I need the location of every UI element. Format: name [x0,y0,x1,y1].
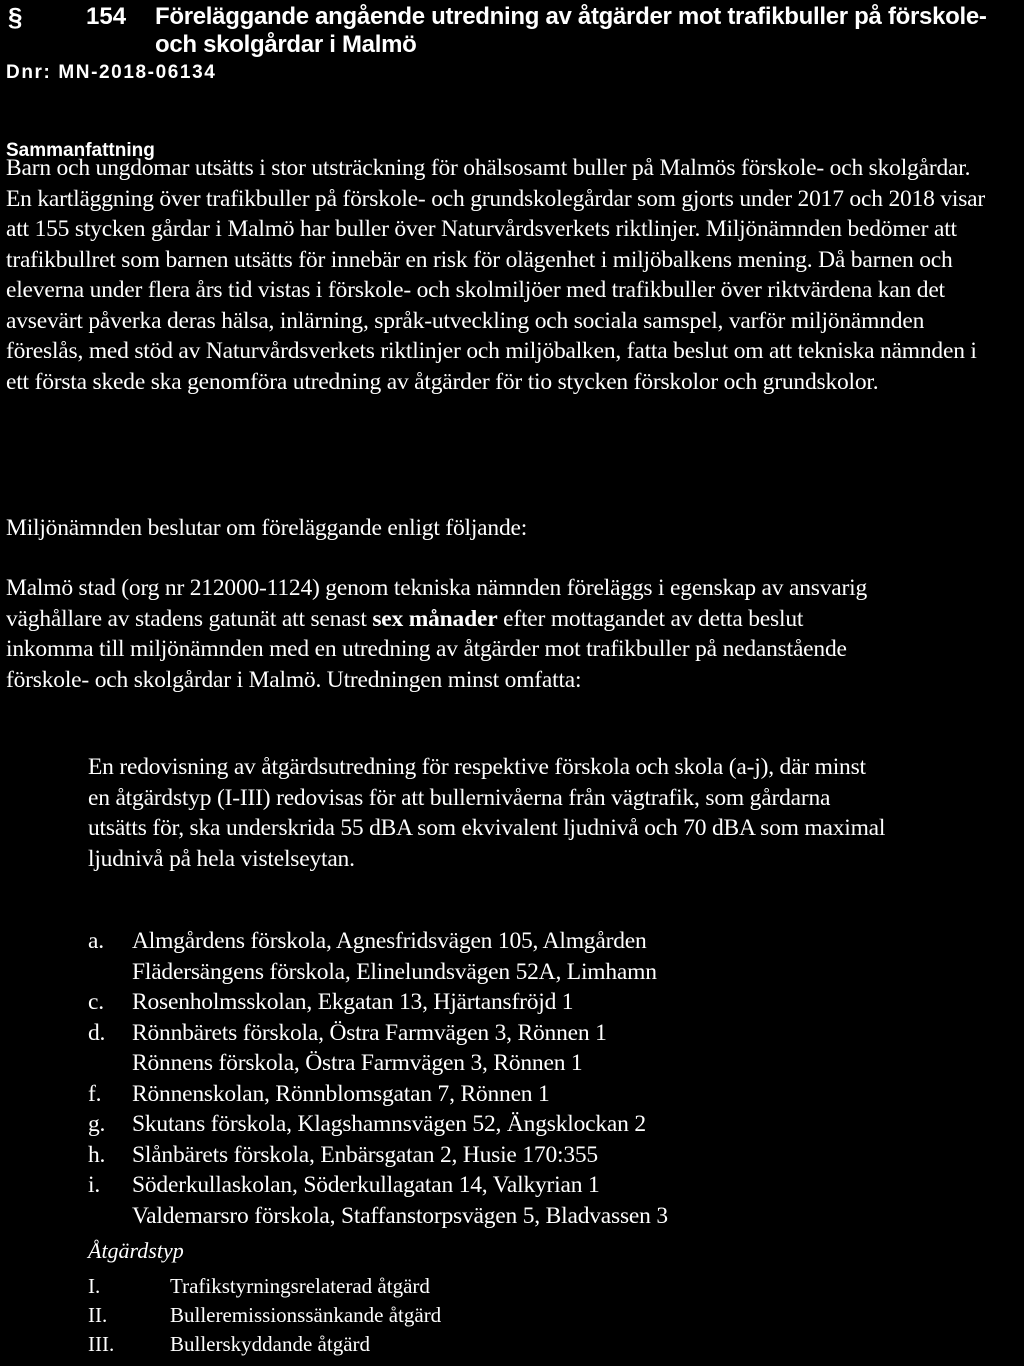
list-marker: a. [88,928,104,954]
document-title-line-2: och skolgårdar i Malmö [155,31,417,58]
deadline-emphasis: sex månader [372,605,498,632]
list-marker: i. [88,1172,101,1198]
list-item [88,957,808,988]
list-item [88,1079,808,1110]
list-item [88,1018,808,1049]
list-item-text: Rönnens förskola, Östra Farmvägen 3, Rönnen 1 [132,1050,583,1076]
list-item-text: Skutans förskola, Klagshamnsvägen 52, Ängsklockan 2 [132,1111,646,1137]
summary-heading: Sammanfattning [6,140,155,161]
list-marker: g. [88,1111,106,1137]
list-item [88,1109,808,1140]
order-text-start: Malmö stad (org nr 212000-1124) genom tekniska nämnden föreläggs i egenskap av ansvarig väghållare av stadens gatunät att senast [6,575,868,632]
measure-type-heading: Åtgärdstyp [88,1238,184,1263]
list-item [88,1170,808,1201]
summary-paragraph: Barn och ungdomar utsätts i stor utsträckning för ohälsosamt buller på Malmös förskole- och skolgårdar. En kartläggning över trafikbuller på förskole- och grundskolegårdar som gjorts under 2017 och 2018 visar att 155 stycken gårdar i Malmö har buller över Naturvårdsverkets riktlinjer. Miljönämnden bedömer att trafikbullret som barnen utsätts för innebär en risk för olägenhet i miljöbalkens mening. Då barnen och eleverna under flera års tid vistas i förskole- och skolmiljöer med trafikbuller över riktvärdena kan det avsevärt påverka deras hälsa, inlärning, språk-utveckling och sociala samspel, varför miljönämnden föreslås, med stöd av Naturvårdsverkets riktlinjer och miljöbalken, fatta beslut om att tekniska nämnden i ett första skede ska genomföra utredning av åtgärder för tio stycken förskolor och grundskolor. [6,155,985,395]
decision-intro: Miljönämnden beslutar om föreläggande enligt följande: [6,515,528,541]
order-text-end: efter mottagandet av detta beslut inkomma till miljönämnden med en utredning av åtgärder mot trafikbuller på nedanstående förskole- och skolgårdar i Malmö. Utredningen minst omfatta: [6,605,847,693]
list-item-text: Söderkullaskolan, Söderkullagatan 14, Valkyrian 1 [132,1172,600,1198]
order-paragraph [6,573,886,695]
list-marker: c. [88,989,104,1015]
measure-type-list [88,1272,441,1359]
list-item [88,1272,441,1301]
requirement-paragraph: En redovisning av åtgärdsutredning för respektive förskola och skola (a-j), där minst en åtgärdstyp (I-III) redovisas för att bullernivåerna från vägtrafik, som gårdarna utsätts för, ska underskrida 55 dBA som ekvivalent ljudnivå och 70 dBA som maximal ljudnivå på hela vistelseytan. [88,754,886,872]
list-marker: III. [88,1332,115,1356]
list-item-text: Valdemarsro förskola, Staffanstorpsvägen 5, Bladvassen 3 [132,1202,668,1229]
list-item-text: Rönnbärets förskola, Östra Farmvägen 3, Rönnen 1 [132,1019,607,1046]
list-item-text: Slånbärets förskola, Enbärsgatan 2, Husie 170:355 [132,1141,598,1168]
paragraph-number: 154 [86,3,127,30]
document-title-line-1: Föreläggande angående utredning av åtgärder mot trafikbuller på förskole- [155,3,987,30]
list-item [88,926,808,957]
list-marker: II. [88,1303,108,1327]
list-item-text: Bulleremissionssänkande åtgärd [170,1303,442,1327]
list-item-text: Trafikstyrningsrelaterad åtgärd [170,1274,430,1298]
list-item [88,987,808,1018]
section-sign: § [8,2,23,32]
case-number: Dnr: MN-2018-06134 [6,62,217,83]
list-marker: d. [88,1019,106,1046]
list-item-text: Rosenholmsskolan, Ekgatan 13, Hjärtansfröjd 1 [132,989,574,1015]
location-list [88,926,808,1231]
list-marker: f. [88,1080,102,1107]
list-item [88,1140,808,1171]
list-item-text: Rönnenskolan, Rönnblomsgatan 7, Rönnen 1 [132,1080,550,1107]
list-marker: I. [88,1274,101,1298]
list-marker: h. [88,1141,106,1168]
list-item [88,1201,808,1232]
list-item [88,1048,808,1079]
list-item-text: Almgårdens förskola, Agnesfridsvägen 105, Almgården [132,928,647,954]
list-item-text: Flädersängens förskola, Elinelundsvägen 52A, Limhamn [132,958,657,985]
list-item [88,1330,441,1359]
list-item [88,1301,441,1330]
list-item-text: Bullerskyddande åtgärd [170,1332,371,1356]
